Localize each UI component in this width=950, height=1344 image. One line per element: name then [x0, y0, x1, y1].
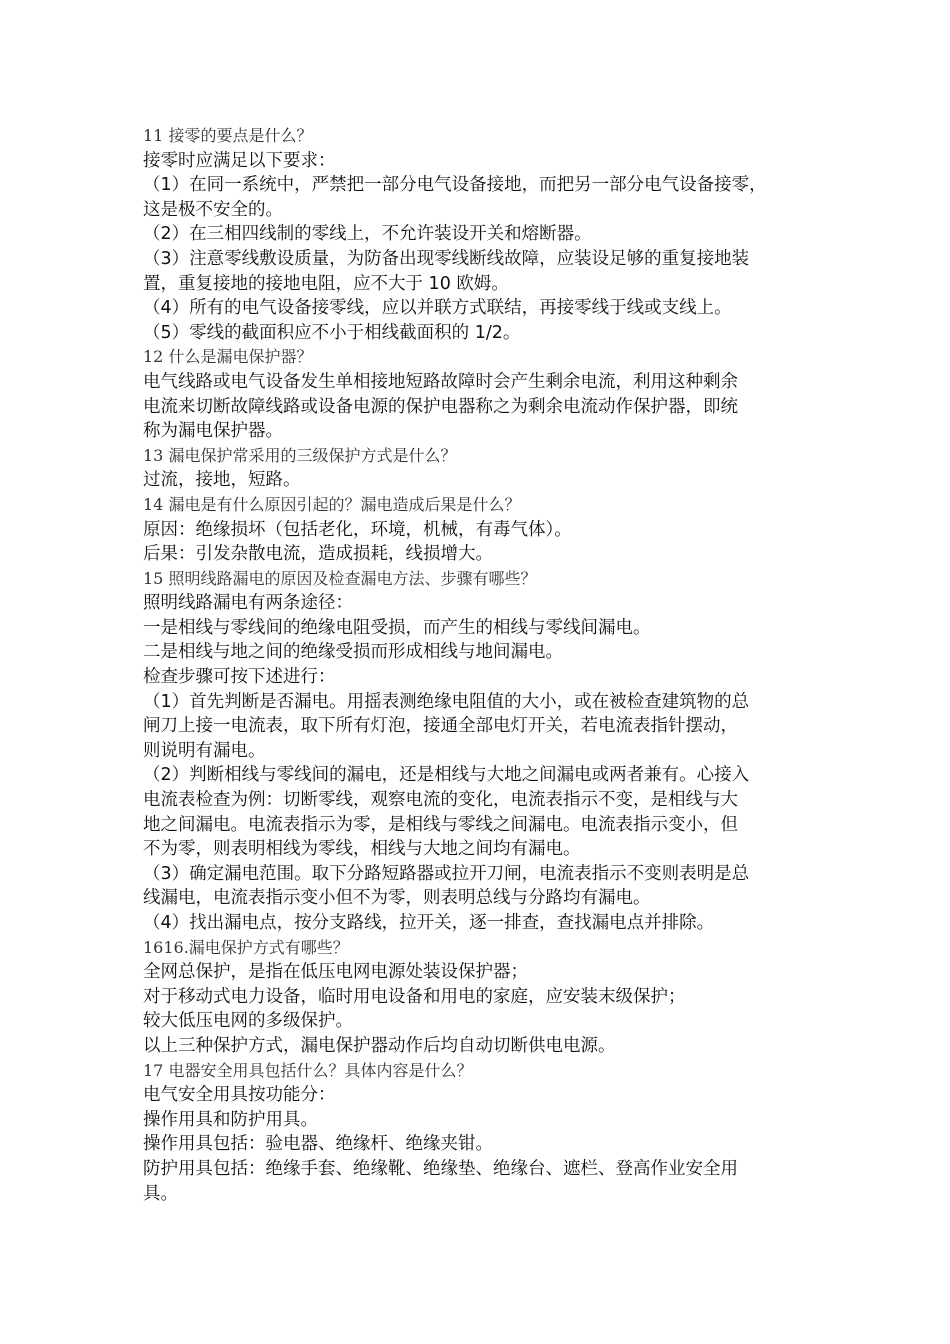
- answer-line: 电流来切断故障线路或设备电源的保护电器称之为剩余电流动作保护器，即统: [143, 396, 738, 417]
- answer-line: 则说明有漏电。: [143, 740, 266, 761]
- answer-line: 一是相线与零线间的绝缘电阻受损，而产生的相线与零线间漏电。: [143, 617, 651, 638]
- answer-line: 对于移动式电力设备，临时用电设备和用电的家庭，应安装末级保护；: [143, 986, 686, 1007]
- question-heading: 15 照明线路漏电的原因及检查漏电方法、步骤有哪些？: [143, 568, 537, 588]
- answer-line: 二是相线与地之间的绝缘受损而形成相线与地间漏电。: [143, 642, 563, 663]
- answer-line: 电气线路或电气设备发生单相接地短路故障时会产生剩余电流，利用这种剩余: [143, 371, 738, 392]
- answer-line: （3）注意零线敷设质量，为防备出现零线断线故障，应装设足够的重复接地装: [143, 248, 750, 269]
- answer-line: 操作用具和防护用具。: [143, 1109, 318, 1130]
- answer-line: 照明线路漏电有两条途径：: [143, 593, 353, 614]
- answer-line: 过流，接地，短路。: [143, 470, 301, 491]
- answer-line: 以上三种保护方式，漏电保护器动作后均自动切断供电电源。: [143, 1035, 616, 1056]
- question-heading: 12 什么是漏电保护器？: [143, 347, 313, 367]
- answer-line: 全网总保护，是指在低压电网电源处装设保护器；: [143, 962, 528, 983]
- answer-line: 线漏电，电流表指示变小但不为零，则表明总线与分路均有漏电。: [143, 888, 651, 909]
- answer-line: 置，重复接地的接地电阻，应不大于 10 欧姆。: [143, 273, 509, 294]
- answer-line: （1）在同一系统中，严禁把一部分电气设备接地，而把另一部分电气设备接零，: [143, 175, 767, 196]
- answer-line: 后果：引发杂散电流，造成损耗，线损增大。: [143, 544, 493, 565]
- answer-line: 具。: [143, 1183, 178, 1204]
- answer-line: 这是极不安全的。: [143, 199, 283, 220]
- answer-line: 地之间漏电。电流表指示为零，是相线与零线之间漏电。电流表指示变小，但: [143, 814, 738, 835]
- answer-line: 接零时应满足以下要求：: [143, 150, 336, 171]
- question-heading: 17 电器安全用具包括什么？具体内容是什么？: [143, 1060, 473, 1080]
- answer-line: 闸刀上接一电流表，取下所有灯泡，接通全部电灯开关，若电流表指针摆动，: [143, 716, 738, 737]
- answer-line: （5）零线的截面积应不小于相线截面积的 1/2。: [143, 322, 521, 343]
- answer-line: 电流表检查为例：切断零线，观察电流的变化，电流表指示不变，是相线与大: [143, 790, 738, 811]
- text-body: [143, 124, 810, 1206]
- answer-line: 防护用具包括：绝缘手套、绝缘靴、绝缘垫、绝缘台、遮栏、登高作业安全用: [143, 1158, 738, 1179]
- answer-line: （4）所有的电气设备接零线，应以并联方式联结，再接零线于线或支线上。: [143, 298, 732, 319]
- answer-line: 电气安全用具按功能分：: [143, 1085, 336, 1106]
- answer-line: （3）确定漏电范围。取下分路短路器或拉开刀闸，电流表指示不变则表明是总: [143, 863, 750, 884]
- question-heading: 11 接零的要点是什么？: [143, 126, 313, 145]
- answer-line: 不为零，则表明相线为零线，相线与大地之间均有漏电。: [143, 839, 581, 860]
- answer-line: （2）判断相线与零线间的漏电，还是相线与大地之间漏电或两者兼有。心接入: [143, 765, 750, 786]
- question-heading: 1616.漏电保护方式有哪些？: [143, 937, 349, 957]
- answer-line: （2）在三相四线制的零线上，不允许装设开关和熔断器。: [143, 224, 592, 245]
- answer-line: 原因：绝缘损坏（包括老化，环境，机械，有毒气体）。: [143, 519, 572, 540]
- question-heading: 13 漏电保护常采用的三级保护方式是什么？: [143, 445, 457, 465]
- answer-line: 检查步骤可按下述进行：: [143, 667, 336, 688]
- answer-line: 操作用具包括：验电器、绝缘杆、绝缘夹钳。: [143, 1134, 493, 1155]
- answer-line: （4）找出漏电点，按分支路线，拉开关，逐一排查，查找漏电点并排除。: [143, 913, 715, 933]
- answer-line: 称为漏电保护器。: [143, 421, 283, 442]
- question-heading: 14 漏电是有什么原因引起的？漏电造成后果是什么？: [143, 494, 521, 514]
- answer-line: 较大低压电网的多级保护。: [143, 1011, 353, 1032]
- answer-line: （1）首先判断是否漏电。用摇表测绝缘电阻值的大小，或在被检查建筑物的总: [143, 691, 750, 712]
